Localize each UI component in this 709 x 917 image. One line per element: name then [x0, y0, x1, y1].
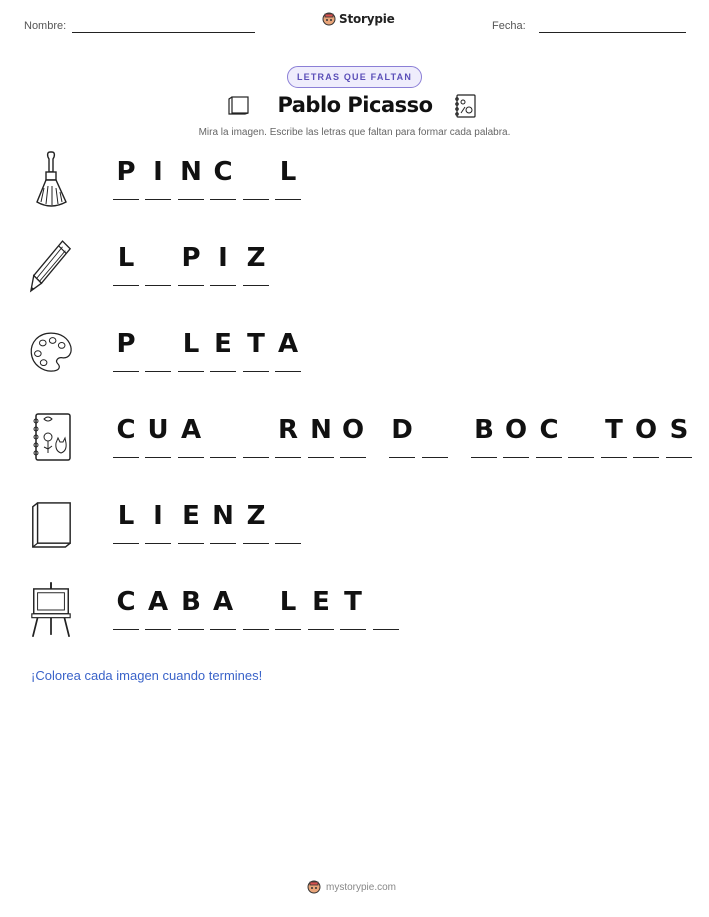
site-url: mystorypie.com	[326, 881, 397, 893]
word-row-2	[0, 236, 709, 306]
letter-slot[interactable]	[422, 412, 448, 458]
letter-slot[interactable]: T	[340, 584, 366, 630]
word-row-4	[0, 408, 709, 478]
letter-slot[interactable]	[373, 584, 399, 630]
letter-slot[interactable]: B	[471, 412, 497, 458]
letter-slot[interactable]: C	[113, 412, 139, 458]
letter-slot[interactable]: S	[666, 412, 692, 458]
letter-slot[interactable]: N	[178, 154, 204, 200]
word-row-3	[0, 322, 709, 392]
letter-slot[interactable]	[210, 412, 236, 458]
letter-slot[interactable]: B	[178, 584, 204, 630]
letter-slot[interactable]	[275, 498, 301, 544]
letter-slot[interactable]: D	[389, 412, 415, 458]
mascot-icon	[307, 880, 321, 894]
letter-slot[interactable]: Z	[243, 498, 269, 544]
name-line[interactable]	[72, 32, 255, 33]
letter-slot[interactable]: T	[601, 412, 627, 458]
easel-icon	[28, 580, 74, 640]
letter-slot[interactable]: T	[243, 326, 269, 372]
letter-slot[interactable]: L	[275, 154, 301, 200]
letter-slot[interactable]: A	[178, 412, 204, 458]
letter-slot[interactable]: N	[210, 498, 236, 544]
letter-slot[interactable]: I	[145, 154, 171, 200]
coloring-note: ¡Colorea cada imagen cuando termines!	[31, 668, 263, 683]
palette-icon	[28, 322, 74, 382]
letter-slot[interactable]: E	[308, 584, 334, 630]
letter-slot[interactable]: C	[210, 154, 236, 200]
date-line[interactable]	[539, 32, 686, 33]
letter-slot[interactable]: E	[210, 326, 236, 372]
word-row-6	[0, 580, 709, 650]
letter-slot[interactable]: L	[178, 326, 204, 372]
letter-slot[interactable]: P	[113, 326, 139, 372]
pencil-icon	[28, 236, 74, 296]
letter-slot[interactable]	[243, 584, 269, 630]
letter-slot[interactable]: U	[145, 412, 171, 458]
letter-slot[interactable]: N	[308, 412, 334, 458]
letter-slot[interactable]: R	[275, 412, 301, 458]
letter-slot[interactable]: L	[275, 584, 301, 630]
instructions: Mira la imagen. Escribe las letras que faltan para formar cada palabra.	[198, 127, 511, 138]
letter-slot[interactable]: L	[113, 240, 139, 286]
letter-slot[interactable]: L	[113, 498, 139, 544]
letter-slot[interactable]: A	[210, 584, 236, 630]
letter-slot[interactable]: O	[340, 412, 366, 458]
letter-slot[interactable]: A	[275, 326, 301, 372]
page-title: Pablo Picasso	[277, 93, 433, 117]
letter-slot[interactable]: O	[633, 412, 659, 458]
mascot-icon	[322, 12, 336, 26]
letter-slot[interactable]: C	[536, 412, 562, 458]
brand-name: Storypie	[339, 12, 395, 26]
letter-slot[interactable]	[145, 240, 171, 286]
letter-slot[interactable]	[568, 412, 594, 458]
brand-logo	[322, 12, 395, 26]
letter-slot[interactable]: C	[113, 584, 139, 630]
letter-slot[interactable]: I	[210, 240, 236, 286]
paintbrush-icon	[28, 150, 74, 210]
site-footer	[307, 880, 396, 894]
letter-slot[interactable]: Z	[243, 240, 269, 286]
letter-slot[interactable]: O	[503, 412, 529, 458]
name-label: Nombre:	[24, 20, 67, 32]
letter-slot[interactable]	[243, 412, 269, 458]
word-row-1	[0, 150, 709, 220]
letter-slot[interactable]	[145, 326, 171, 372]
word-row-5	[0, 494, 709, 564]
letter-slot[interactable]: E	[178, 498, 204, 544]
canvas-icon	[28, 494, 74, 554]
date-label: Fecha:	[492, 20, 526, 32]
book-icon	[228, 95, 250, 120]
sketchbook-icon	[28, 408, 74, 468]
letter-slot[interactable]: P	[178, 240, 204, 286]
letter-slot[interactable]: I	[145, 498, 171, 544]
letter-slot[interactable]	[243, 154, 269, 200]
letter-slot[interactable]: A	[145, 584, 171, 630]
worksheet-type-badge: LETRAS QUE FALTAN	[287, 66, 422, 88]
sketchbook-icon	[453, 93, 477, 124]
letter-slot[interactable]: P	[113, 154, 139, 200]
